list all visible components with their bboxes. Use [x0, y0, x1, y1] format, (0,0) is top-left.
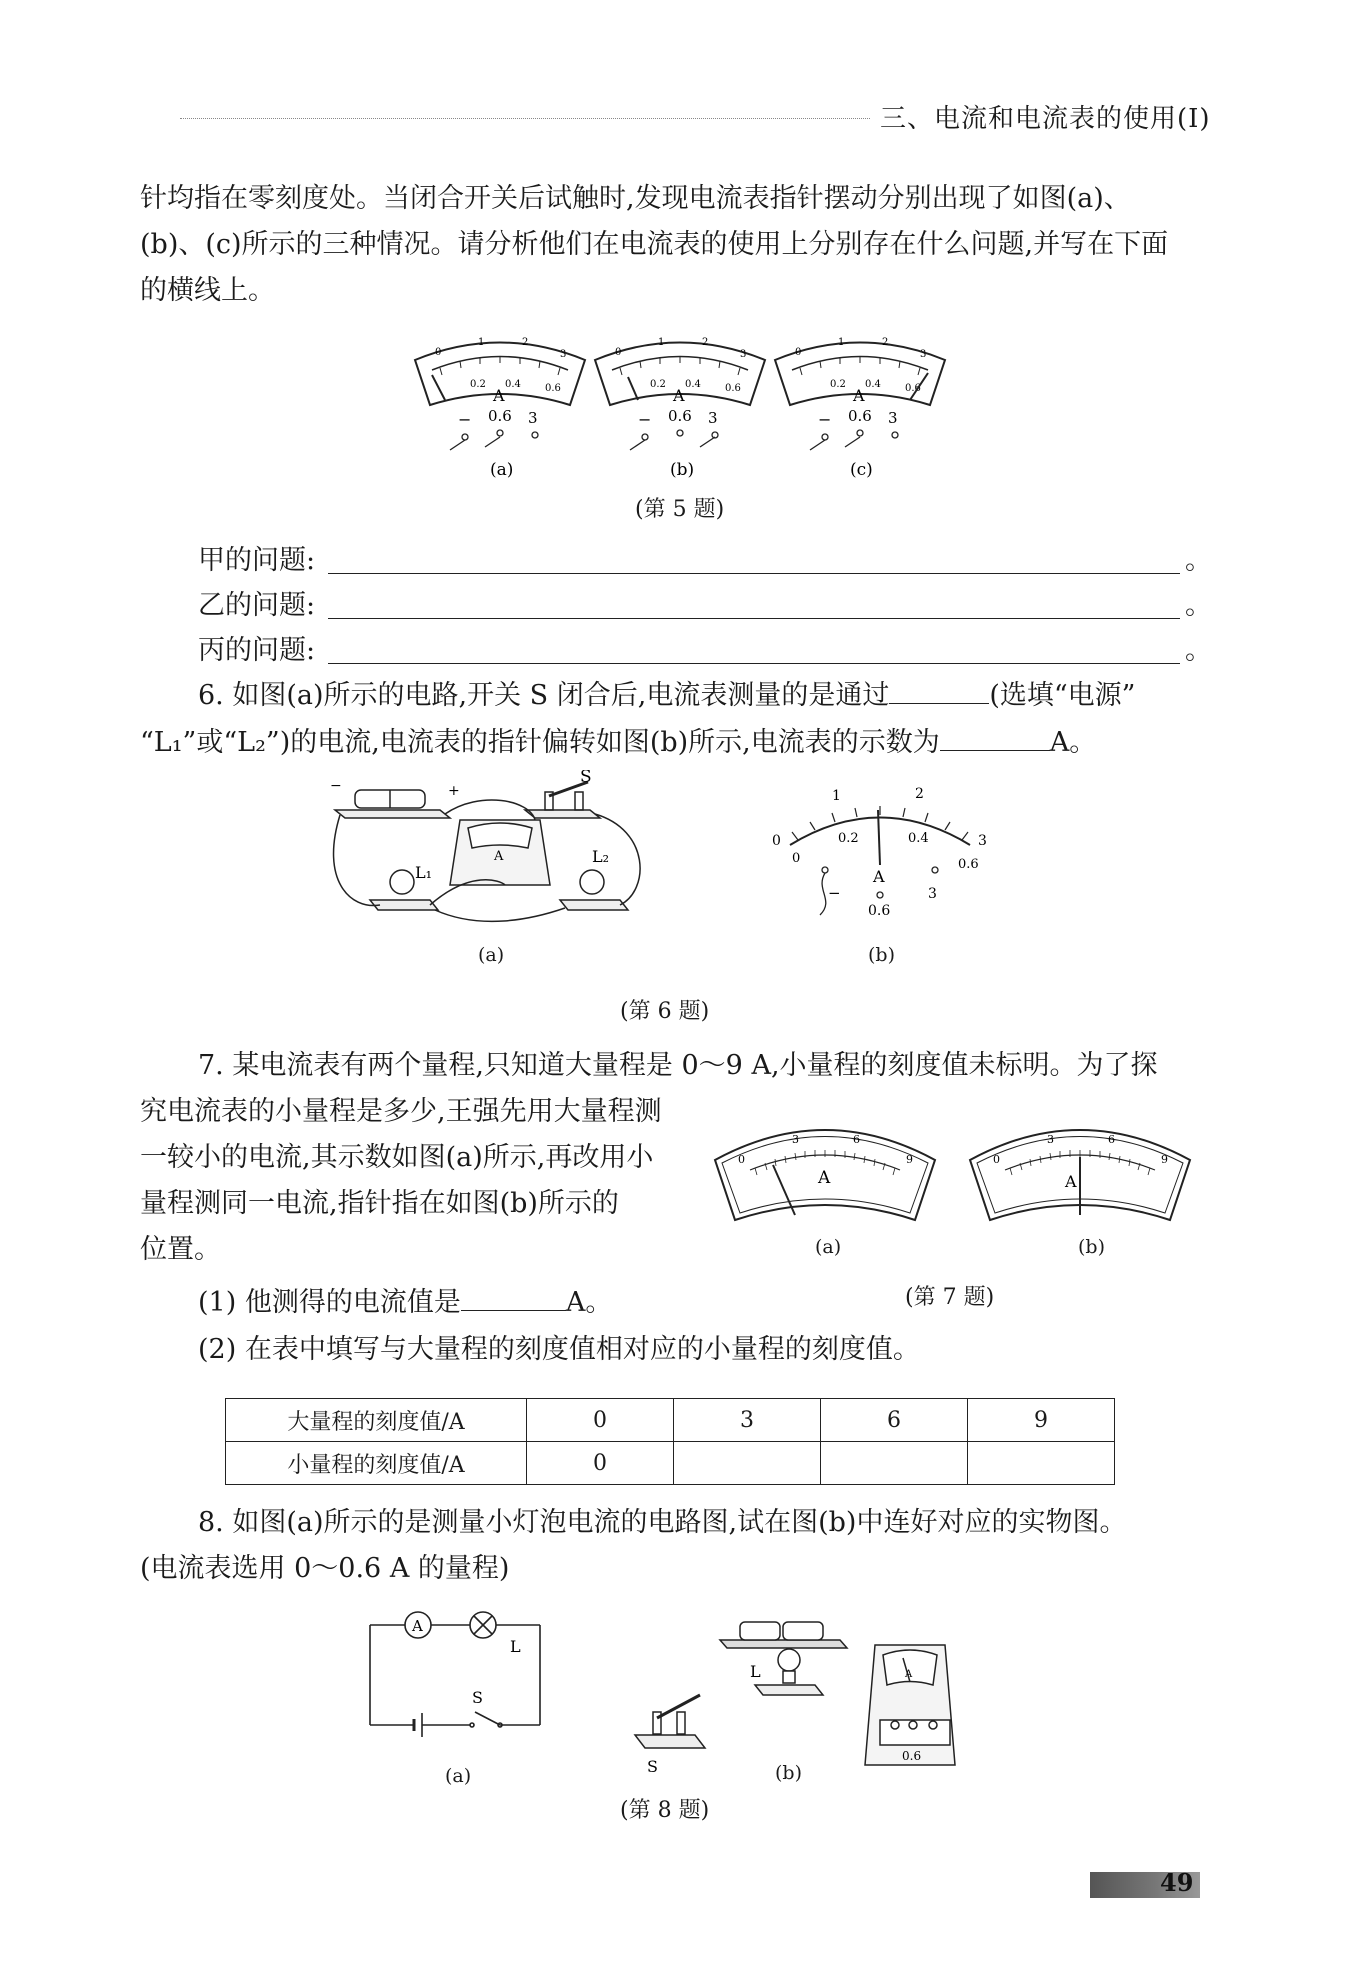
q7b-tick-0: 0: [993, 1153, 1000, 1166]
q6-circuit-figure: [330, 770, 660, 940]
q6b-unit: A: [873, 867, 885, 886]
q7-sub2: (2) 在表中填写与大量程的刻度值相对应的小量程的刻度值。: [198, 1334, 920, 1365]
q7a-tick-0: 0: [738, 1153, 745, 1166]
q5b-tick-b1: 0.2: [650, 379, 666, 390]
q5-question-c: 丙的问题:: [198, 635, 316, 666]
q5c-tick-2: 2: [882, 337, 889, 348]
q5c-term-06: 0.6: [848, 407, 872, 425]
q6b-tick-2: 2: [915, 786, 924, 802]
q8a-ammeter-label: A: [412, 1617, 423, 1635]
q5-end-c: 。: [1185, 635, 1212, 666]
q5b-term-3: 3: [708, 409, 718, 427]
q5-subcap-b: (b): [670, 460, 695, 480]
q5a-tick-0: 0: [435, 347, 442, 358]
q5-caption: (第 5 题): [635, 497, 725, 522]
q5-line-1: 针均指在零刻度处。当闭合开关后试触时,发现电流表指针摆动分别出现了如图(a)、: [140, 183, 1131, 214]
q6b-tick-b3: 0.6: [958, 857, 979, 872]
q5a-term-minus: −: [458, 410, 472, 429]
page-number: 49: [1160, 1868, 1194, 1897]
q6a-meter-label: A: [494, 849, 504, 864]
q6-line-1-a: 6. 如图(a)所示的电路,开关 S 闭合后,电流表测量的是通过: [198, 680, 890, 711]
q7-scale-table: [225, 1398, 1115, 1485]
table-cell: 9: [968, 1399, 1115, 1442]
q5b-unit: A: [673, 386, 685, 405]
q5b-tick-2: 2: [702, 337, 709, 348]
chapter-title: 三、电流和电流表的使用(Ⅰ): [880, 104, 1211, 134]
q5-answer-line-b[interactable]: [328, 617, 1180, 619]
q5c-term-minus: −: [818, 410, 832, 429]
q8b-meter-unit: A: [905, 1669, 913, 1680]
q7-subcap-b: (b): [1078, 1236, 1105, 1258]
q8-caption: (第 8 题): [620, 1798, 710, 1823]
q7-caption: (第 7 题): [905, 1285, 995, 1310]
q5b-tick-b2: 0.4: [685, 379, 701, 390]
q6-line-1-b: (选填“电源”: [989, 680, 1136, 711]
q5a-tick-b3: 0.6: [545, 383, 561, 394]
table-cell: 3: [674, 1399, 821, 1442]
q5a-unit: A: [493, 386, 505, 405]
q6b-term-06: 0.6: [868, 903, 891, 919]
q5c-tick-b2: 0.4: [865, 379, 881, 390]
q5a-tick-3: 3: [560, 349, 567, 360]
q6-line-2: [140, 720, 1096, 766]
q5-answer-line-a[interactable]: [328, 572, 1180, 574]
q5a-tick-b1: 0.2: [470, 379, 486, 390]
q5b-tick-0: 0: [615, 347, 622, 358]
q7-meter-a: [715, 1130, 935, 1220]
q6-line-2-b: A。: [1049, 727, 1097, 758]
q7-sub1-a: (1) 他测得的电流值是: [198, 1287, 461, 1318]
q5a-needle: [432, 375, 445, 400]
q6a-battery-plus: +: [448, 783, 460, 799]
q7-blank-1[interactable]: [461, 1286, 566, 1311]
header-rule: [180, 118, 870, 119]
q8a-switch-label: S: [472, 1688, 483, 1707]
q5a-tick-2: 2: [522, 337, 529, 348]
q6-blank-1[interactable]: [889, 679, 989, 704]
q7b-tick-3: 3: [1047, 1133, 1054, 1146]
q6-blank-2[interactable]: [940, 726, 1050, 751]
q6a-switch-label: S: [580, 770, 592, 787]
q6a-battery-minus: −: [330, 778, 342, 794]
q6-meter-figure: [760, 770, 1000, 930]
table-row: [226, 1399, 1115, 1442]
q5-question-a: 甲的问题:: [198, 545, 316, 576]
q7-subcap-a: (a): [815, 1236, 842, 1258]
q5c-tick-0: 0: [795, 347, 802, 358]
q8-physical-components: [625, 1600, 975, 1780]
q8-line-2: (电流表选用 0～0.6 A 的量程): [140, 1553, 510, 1584]
q7-line-2: 究电流表的小量程是多少,王强先用大量程测: [140, 1096, 662, 1127]
q7a-tick-9: 9: [906, 1153, 913, 1166]
q5c-tick-1: 1: [838, 337, 845, 348]
q6a-l1-label: L₁: [415, 863, 433, 882]
q7-sub1-b: A。: [565, 1287, 613, 1318]
q6b-tick-0: 0: [772, 833, 781, 849]
q6b-tick-b0: 0: [792, 851, 801, 866]
q6b-tick-b2: 0.4: [908, 831, 929, 846]
q5-subcap-a: (a): [490, 460, 514, 480]
q7-line-1: 7. 某电流表有两个量程,只知道大量程是 0～9 A,小量程的刻度值未标明。为了探: [198, 1050, 1158, 1081]
q5c-term-3: 3: [888, 409, 898, 427]
q7b-tick-6: 6: [1108, 1133, 1115, 1146]
q5b-term-minus: −: [638, 410, 652, 429]
q7-meter-figures: [710, 1105, 1200, 1255]
q5-line-2: (b)、(c)所示的三种情况。请分析他们在电流表的使用上分别存在什么问题,并写在下面: [140, 229, 1169, 260]
q5-meter-a: [415, 337, 585, 480]
q7b-tick-9: 9: [1161, 1153, 1168, 1166]
q5a-tick-b2: 0.4: [505, 379, 521, 390]
table-cell: 6: [821, 1399, 968, 1442]
q6b-tick-1: 1: [832, 788, 841, 804]
q6-line-2-a: “L₁”或“L₂”)的电流,电流表的指针偏转如图(b)所示,电流表的示数为: [140, 727, 940, 758]
q7a-tick-6: 6: [853, 1133, 860, 1146]
q5c-unit: A: [853, 386, 865, 405]
q5-subcap-c: (c): [850, 460, 873, 480]
table-cell[interactable]: [968, 1442, 1115, 1485]
q7a-unit: A: [818, 1168, 831, 1188]
q5-end-a: 。: [1185, 545, 1212, 576]
table-cell: 小量程的刻度值/A: [226, 1442, 527, 1485]
q6-subcap-a: (a): [478, 944, 505, 966]
q5-meter-c: [775, 337, 945, 480]
q6-caption: (第 6 题): [620, 999, 710, 1024]
q6a-l2-label: L₂: [592, 847, 610, 866]
q5c-tick-3: 3: [920, 349, 927, 360]
table-cell[interactable]: [674, 1442, 821, 1485]
q8a-lamp-label: L: [510, 1637, 521, 1656]
q8-subcap-a: (a): [445, 1765, 472, 1787]
q5b-needle: [628, 377, 638, 400]
q8-subcap-b: (b): [775, 1762, 802, 1784]
q6b-term-3: 3: [928, 886, 937, 902]
q5a-term-3: 3: [528, 409, 538, 427]
q5-question-b: 乙的问题:: [198, 590, 316, 621]
q7-line-3: 一较小的电流,其示数如图(a)所示,再改用小: [140, 1142, 654, 1173]
q5b-term-06: 0.6: [668, 407, 692, 425]
q7-sub1: [198, 1280, 612, 1326]
q5b-tick-3: 3: [740, 349, 747, 360]
q5-answer-line-c[interactable]: [328, 662, 1180, 664]
q5-line-3: 的横线上。: [140, 275, 275, 306]
q5-meter-b: [595, 337, 765, 480]
table-cell: 大量程的刻度值/A: [226, 1399, 527, 1442]
q5-meter-figures: [400, 325, 980, 485]
q6-line-1: [198, 673, 1135, 719]
q8b-meter-range: 0.6: [902, 1749, 922, 1763]
q7b-unit: A: [1065, 1172, 1077, 1191]
q6b-tick-3: 3: [978, 833, 987, 849]
q5b-tick-1: 1: [658, 337, 665, 348]
q8-circuit-diagram: [360, 1600, 560, 1750]
table-cell[interactable]: [821, 1442, 968, 1485]
q7-line-5: 位置。: [140, 1234, 221, 1265]
q6b-tick-b1: 0.2: [838, 831, 859, 846]
q5c-tick-b1: 0.2: [830, 379, 846, 390]
q5a-term-06: 0.6: [488, 407, 512, 425]
q5a-tick-1: 1: [478, 337, 485, 348]
table-row: [226, 1442, 1115, 1485]
q8b-lamp-label: L: [750, 1662, 761, 1681]
q5-end-b: 。: [1185, 590, 1212, 621]
q5b-tick-b3: 0.6: [725, 383, 741, 394]
q6b-term-minus: −: [828, 884, 841, 902]
q8b-switch-label: S: [647, 1757, 658, 1776]
q7a-tick-3: 3: [792, 1133, 799, 1146]
q7-meter-b: [970, 1130, 1190, 1220]
q5c-tick-b3: 0.6: [905, 383, 921, 394]
q6-subcap-b: (b): [868, 944, 895, 966]
table-cell: 0: [527, 1442, 674, 1485]
q7-line-4: 量程测同一电流,指针指在如图(b)所示的: [140, 1188, 619, 1219]
q8-line-1: 8. 如图(a)所示的是测量小灯泡电流的电路图,试在图(b)中连好对应的实物图。: [198, 1507, 1127, 1538]
table-cell: 0: [527, 1399, 674, 1442]
